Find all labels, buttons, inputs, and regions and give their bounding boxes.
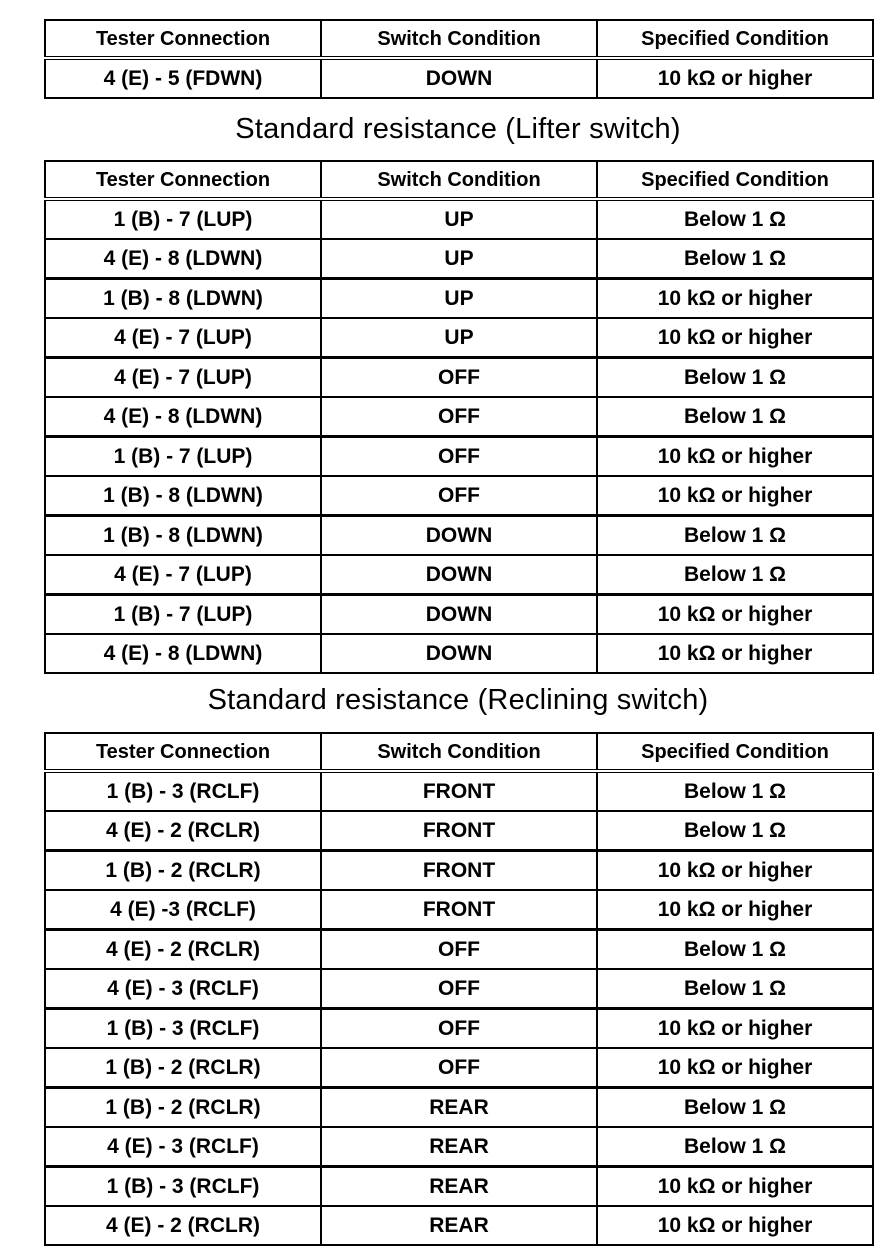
cell-tester-connection: 4 (E) - 2 (RCLR) — [45, 930, 321, 970]
cell-specified-condition: 10 kΩ or higher — [597, 851, 873, 891]
cell-switch-condition: OFF — [321, 969, 597, 1009]
cell-tester-connection: 4 (E) - 3 (RCLF) — [45, 1127, 321, 1167]
table-header-row — [45, 20, 873, 58]
table-row — [45, 930, 873, 970]
table-row — [45, 595, 873, 635]
table-row — [45, 969, 873, 1009]
cell-tester-connection: 1 (B) - 3 (RCLF) — [45, 1009, 321, 1049]
table-row — [45, 634, 873, 673]
cell-switch-condition: DOWN — [321, 555, 597, 595]
table-row — [45, 318, 873, 358]
header-specified-condition: Specified Condition — [597, 733, 873, 771]
resistance-table-top — [44, 19, 874, 99]
table-row — [45, 1009, 873, 1049]
table-row — [45, 476, 873, 516]
header-switch-condition: Switch Condition — [321, 733, 597, 771]
cell-switch-condition: OFF — [321, 930, 597, 970]
cell-tester-connection: 1 (B) - 8 (LDWN) — [45, 516, 321, 556]
cell-tester-connection: 1 (B) - 7 (LUP) — [45, 595, 321, 635]
cell-switch-condition: DOWN — [321, 595, 597, 635]
table-row — [45, 851, 873, 891]
cell-specified-condition: Below 1 Ω — [597, 397, 873, 437]
cell-switch-condition: REAR — [321, 1206, 597, 1245]
cell-specified-condition: 10 kΩ or higher — [597, 1167, 873, 1207]
cell-switch-condition: DOWN — [321, 516, 597, 556]
cell-specified-condition: Below 1 Ω — [597, 239, 873, 279]
cell-tester-connection: 1 (B) - 7 (LUP) — [45, 437, 321, 477]
header-switch-condition: Switch Condition — [321, 20, 597, 58]
table-header-row — [45, 161, 873, 199]
table-row — [45, 437, 873, 477]
cell-switch-condition: UP — [321, 199, 597, 239]
cell-switch-condition: FRONT — [321, 851, 597, 891]
table-row — [45, 555, 873, 595]
cell-specified-condition: 10 kΩ or higher — [597, 890, 873, 930]
header-switch-condition: Switch Condition — [321, 161, 597, 199]
cell-switch-condition: OFF — [321, 476, 597, 516]
cell-specified-condition: 10 kΩ or higher — [597, 58, 873, 98]
cell-specified-condition: Below 1 Ω — [597, 555, 873, 595]
cell-specified-condition: Below 1 Ω — [597, 969, 873, 1009]
table-row — [45, 279, 873, 319]
cell-specified-condition: Below 1 Ω — [597, 771, 873, 811]
header-tester-connection: Tester Connection — [45, 733, 321, 771]
table-row — [45, 811, 873, 851]
cell-switch-condition: UP — [321, 239, 597, 279]
cell-tester-connection: 1 (B) - 8 (LDWN) — [45, 279, 321, 319]
cell-switch-condition: DOWN — [321, 634, 597, 673]
cell-switch-condition: OFF — [321, 1009, 597, 1049]
cell-tester-connection: 4 (E) - 7 (LUP) — [45, 318, 321, 358]
table-row — [45, 1167, 873, 1207]
cell-tester-connection: 4 (E) - 8 (LDWN) — [45, 239, 321, 279]
header-specified-condition: Specified Condition — [597, 20, 873, 58]
cell-specified-condition: 10 kΩ or higher — [597, 1206, 873, 1245]
cell-tester-connection: 4 (E) - 2 (RCLR) — [45, 1206, 321, 1245]
cell-switch-condition: DOWN — [321, 58, 597, 98]
cell-tester-connection: 4 (E) - 8 (LDWN) — [45, 397, 321, 437]
cell-switch-condition: FRONT — [321, 811, 597, 851]
cell-switch-condition: FRONT — [321, 771, 597, 811]
table-row — [45, 397, 873, 437]
table-header-row — [45, 733, 873, 771]
resistance-table-reclining — [44, 732, 874, 1246]
cell-tester-connection: 4 (E) - 3 (RCLF) — [45, 969, 321, 1009]
table-body — [45, 199, 873, 673]
table-row — [45, 890, 873, 930]
cell-switch-condition: UP — [321, 279, 597, 319]
cell-tester-connection: 4 (E) - 5 (FDWN) — [45, 58, 321, 98]
cell-specified-condition: 10 kΩ or higher — [597, 279, 873, 319]
table-row — [45, 358, 873, 398]
cell-specified-condition: Below 1 Ω — [597, 1088, 873, 1128]
cell-switch-condition: FRONT — [321, 890, 597, 930]
cell-specified-condition: Below 1 Ω — [597, 516, 873, 556]
table-row — [45, 58, 873, 98]
table-row — [45, 516, 873, 556]
cell-tester-connection: 1 (B) - 2 (RCLR) — [45, 1088, 321, 1128]
table-body — [45, 58, 873, 98]
cell-switch-condition: REAR — [321, 1127, 597, 1167]
table-body — [45, 771, 873, 1245]
table-row — [45, 1048, 873, 1088]
cell-tester-connection: 1 (B) - 2 (RCLR) — [45, 851, 321, 891]
table-row — [45, 771, 873, 811]
table-row — [45, 1206, 873, 1245]
cell-specified-condition: 10 kΩ or higher — [597, 634, 873, 673]
cell-tester-connection: 4 (E) - 7 (LUP) — [45, 555, 321, 595]
resistance-table-lifter — [44, 160, 874, 674]
cell-specified-condition: Below 1 Ω — [597, 930, 873, 970]
table-row — [45, 1088, 873, 1128]
section-title-reclining: Standard resistance (Reclining switch) — [207, 684, 709, 716]
cell-specified-condition: 10 kΩ or higher — [597, 595, 873, 635]
cell-switch-condition: OFF — [321, 358, 597, 398]
cell-specified-condition: 10 kΩ or higher — [597, 1009, 873, 1049]
cell-specified-condition: 10 kΩ or higher — [597, 437, 873, 477]
cell-specified-condition: 10 kΩ or higher — [597, 318, 873, 358]
cell-specified-condition: Below 1 Ω — [597, 199, 873, 239]
cell-tester-connection: 1 (B) - 3 (RCLF) — [45, 1167, 321, 1207]
cell-specified-condition: 10 kΩ or higher — [597, 1048, 873, 1088]
section-title-lifter: Standard resistance (Lifter switch) — [235, 113, 681, 145]
cell-tester-connection: 4 (E) - 2 (RCLR) — [45, 811, 321, 851]
cell-tester-connection: 4 (E) - 8 (LDWN) — [45, 634, 321, 673]
cell-tester-connection: 4 (E) -3 (RCLF) — [45, 890, 321, 930]
cell-tester-connection: 4 (E) - 7 (LUP) — [45, 358, 321, 398]
cell-specified-condition: 10 kΩ or higher — [597, 476, 873, 516]
cell-switch-condition: OFF — [321, 397, 597, 437]
cell-tester-connection: 1 (B) - 7 (LUP) — [45, 199, 321, 239]
cell-tester-connection: 1 (B) - 8 (LDWN) — [45, 476, 321, 516]
header-tester-connection: Tester Connection — [45, 20, 321, 58]
cell-tester-connection: 1 (B) - 2 (RCLR) — [45, 1048, 321, 1088]
header-tester-connection: Tester Connection — [45, 161, 321, 199]
cell-switch-condition: UP — [321, 318, 597, 358]
cell-switch-condition: OFF — [321, 437, 597, 477]
table-row — [45, 1127, 873, 1167]
cell-switch-condition: REAR — [321, 1088, 597, 1128]
cell-specified-condition: Below 1 Ω — [597, 1127, 873, 1167]
header-specified-condition: Specified Condition — [597, 161, 873, 199]
table-row — [45, 239, 873, 279]
table-row — [45, 199, 873, 239]
cell-switch-condition: REAR — [321, 1167, 597, 1207]
cell-specified-condition: Below 1 Ω — [597, 358, 873, 398]
cell-switch-condition: OFF — [321, 1048, 597, 1088]
cell-specified-condition: Below 1 Ω — [597, 811, 873, 851]
cell-tester-connection: 1 (B) - 3 (RCLF) — [45, 771, 321, 811]
